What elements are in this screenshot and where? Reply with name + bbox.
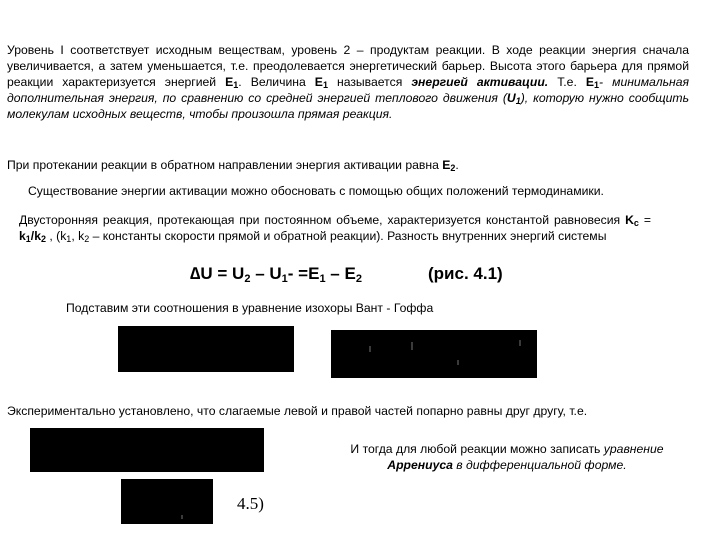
equation-image-bottom <box>121 479 213 524</box>
paragraph-energy-barrier: Уровень I соответствует исходным веществам, уровень 2 – продуктам реакции. В ходе реакции энергия сначала увеличивается, а затем уменьшается, т.е. преодолевается энергетический барьер. Высота этого барьера для прямой реакции характеризуется энергией $E_1$. Величина $E_1$ называется энергией активации. Т.е. $E_1-$ минимальная дополнительная энергия, по сравнению со средней энергией теплового движения $(U_1)$, которую нужно сообщить молекулам исходных веществ, чтобы произошла прямая реакция. <box>7 43 689 121</box>
term-activation-energy: энергией активации. <box>411 75 549 89</box>
equation-image-right <box>331 330 537 378</box>
paragraph-experimental: Экспериментально установлено, что слагаемые левой и правой частей попарно равны друг другу, т.е. <box>7 404 588 418</box>
internal-energy-formula: $\Delta U = U_2 - U_1- =E_1 - E_2$ <box>190 264 362 285</box>
paragraph-equilibrium: Двусторонняя реакция, протекающая при постоянном объеме, характеризуется константой равновесия $K_c = k_1/k_2$ , ($k_1$, $k_2$ – константы скорости прямой и обратной реакции). Разность внутренних энергий системы <box>19 213 651 244</box>
term-arrhenius: Аррениуса <box>387 458 453 472</box>
symbol-e1: $E_1$ <box>225 75 239 90</box>
equation-number: 4.5) <box>237 494 264 513</box>
paragraph-arrhenius: И тогда для любой реакции можно записать уравнение Аррениуса в дифференциальной форме. <box>350 442 664 472</box>
figure-reference: (рис. 4.1) <box>428 264 503 283</box>
paragraph-vant-hoff: Подставим эти соотношения в уравнение изохоры Вант - Гоффа <box>66 301 434 315</box>
equation-image-left <box>118 326 294 372</box>
paragraph-reverse-reaction: При протекании реакции в обратном направлении энергия активации равна $E_2$. <box>7 158 459 173</box>
equation-image-middle <box>30 428 264 472</box>
paragraph-thermodynamics: Существование энергии активации можно обосновать с помощью общих положений термодинамики. <box>28 184 604 198</box>
